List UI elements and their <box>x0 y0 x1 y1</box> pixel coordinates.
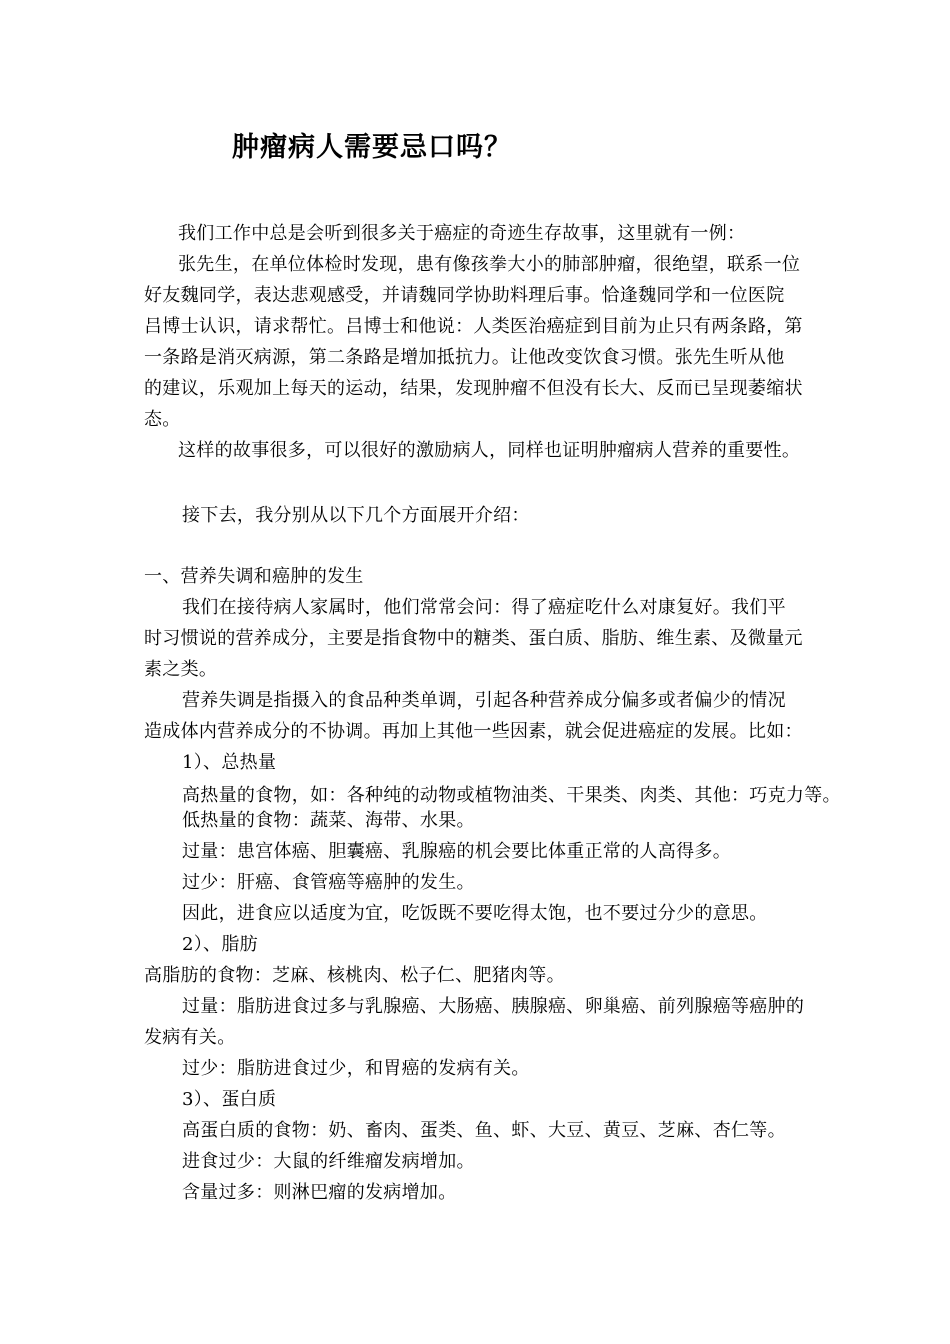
paragraph-line: 因此，进食应以适度为宜，吃饭既不要吃得太饱，也不要过分少的意思。 <box>182 903 768 924</box>
paragraph-line: 进食过少：大鼠的纤维瘤发病增加。 <box>182 1151 475 1172</box>
paragraph-line: 接下去，我分别从以下几个方面展开介绍： <box>182 505 530 526</box>
paragraph-line: 的建议，乐观加上每天的运动，结果，发现肿瘤不但没有长大、反而已呈现萎缩状 <box>144 378 803 399</box>
paragraph-line: 一条路是消灭病源，第二条路是增加抵抗力。让他改变饮食习惯。张先生听从他 <box>144 347 785 368</box>
subsection-heading: 1）、总热量 <box>182 752 277 773</box>
paragraph-line: 过量：患宫体癌、胆囊癌、乳腺癌的机会要比体重正常的人高得多。 <box>182 841 731 862</box>
paragraph-line: 高热量的食物，如：各种纯的动物或植物油类、干果类、肉类、其他：巧克力等。 <box>182 785 841 806</box>
paragraph-line: 低热量的食物：蔬菜、海带、水果。 <box>182 810 475 831</box>
section-heading: 一、营养失调和癌肿的发生 <box>144 566 364 587</box>
paragraph-line: 吕博士认识，请求帮忙。吕博士和他说：人类医治癌症到目前为止只有两条路，第 <box>144 316 803 337</box>
paragraph-line: 过量：脂肪进食过多与乳腺癌、大肠癌、胰腺癌、卵巢癌、前列腺癌等癌肿的 <box>182 996 805 1017</box>
subsection-heading: 3）、蛋白质 <box>182 1089 277 1110</box>
paragraph-line: 态。 <box>144 409 181 430</box>
paragraph-line: 过少：脂肪进食过少，和胃癌的发病有关。 <box>182 1058 530 1079</box>
paragraph-line: 好友魏同学，表达悲观感受，并请魏同学协助料理后事。恰逢魏同学和一位医院 <box>144 285 785 306</box>
subsection-heading: 2）、脂肪 <box>182 934 258 955</box>
paragraph-line: 造成体内营养成分的不协调。再加上其他一些因素，就会促进癌症的发展。比如： <box>144 721 803 742</box>
paragraph-line: 高脂肪的食物：芝麻、核桃肉、松子仁、肥猪肉等。 <box>144 965 565 986</box>
paragraph-line: 素之类。 <box>144 659 218 680</box>
paragraph-line: 营养失调是指摄入的食品种类单调，引起各种营养成分偏多或者偏少的情况 <box>182 690 786 711</box>
paragraph-line: 这样的故事很多，可以很好的激励病人，同样也证明肿瘤病人营养的重要性。 <box>178 440 801 461</box>
document-title: 肿瘤病人需要忌口吗？ <box>232 132 512 163</box>
paragraph-line: 我们在接待病人家属时，他们常常会问：得了癌症吃什么对康复好。我们平 <box>182 597 786 618</box>
paragraph-line: 时习惯说的营养成分，主要是指食物中的糖类、蛋白质、脂肪、维生素、及微量元 <box>144 628 803 649</box>
paragraph-line: 过少：肝癌、食管癌等癌肿的发生。 <box>182 872 475 893</box>
paragraph-line: 发病有关。 <box>144 1027 236 1048</box>
paragraph-line: 高蛋白质的食物：奶、畜肉、蛋类、鱼、虾、大豆、黄豆、芝麻、杏仁等。 <box>182 1120 786 1141</box>
paragraph-line: 我们工作中总是会听到很多关于癌症的奇迹生存故事，这里就有一例： <box>178 223 746 244</box>
paragraph-line: 张先生，在单位体检时发现，患有像孩拳大小的肺部肿瘤，很绝望，联系一位 <box>178 254 801 275</box>
paragraph-line: 含量过多：则淋巴瘤的发病增加。 <box>182 1182 457 1203</box>
